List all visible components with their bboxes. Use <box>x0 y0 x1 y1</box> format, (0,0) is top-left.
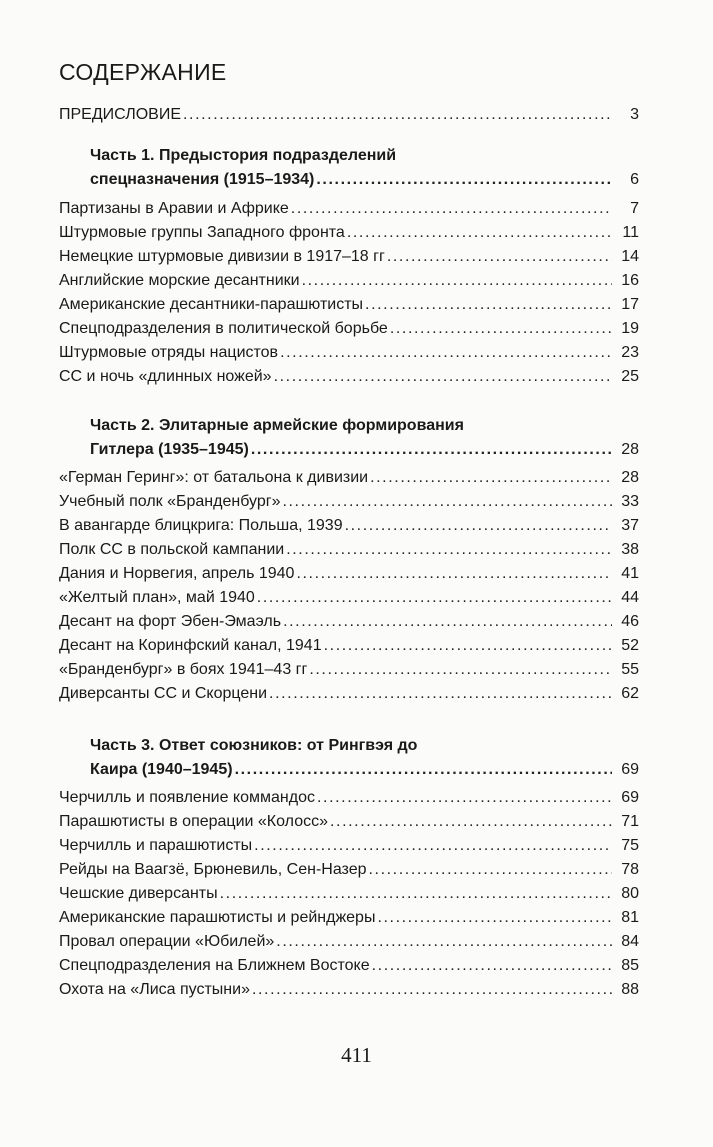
entry-label: Полк СС в польской кампании <box>59 541 285 558</box>
entry-label: Чешские диверсанты <box>59 885 218 902</box>
entry-label: Охота на «Лиса пустыни» <box>59 981 250 998</box>
dot-leader <box>269 682 612 706</box>
entry-page-number: 46 <box>621 613 639 630</box>
entry-page-number: 7 <box>630 200 639 217</box>
entry-page-number: 41 <box>621 565 639 582</box>
entry-label: Дания и Норвегия, апрель 1940 <box>59 565 295 582</box>
entry-page-number: 85 <box>621 957 639 974</box>
toc-entry <box>59 586 639 610</box>
toc-entry <box>59 906 639 930</box>
dot-leader <box>274 365 612 389</box>
entry-label: Американские десантники-парашютисты <box>59 296 364 313</box>
part-3-entries <box>59 786 639 1002</box>
toc-entry <box>59 317 639 341</box>
dot-leader <box>283 610 612 634</box>
toc-entry <box>59 514 639 538</box>
toc-entry <box>59 978 639 1002</box>
dot-leader <box>251 438 612 462</box>
toc-entry <box>59 490 639 514</box>
part-heading-line1: Часть 3. Ответ союзников: от Рингвэя до <box>90 737 418 754</box>
toc-entry <box>59 293 639 317</box>
entry-label: «Желтый план», май 1940 <box>59 589 255 606</box>
entry-label: СС и ночь «длинных ножей» <box>59 368 272 385</box>
entry-page-number: 69 <box>621 789 639 806</box>
dot-leader <box>291 197 612 221</box>
toc-entry <box>59 882 639 906</box>
toc-entry <box>59 658 639 682</box>
dot-leader <box>372 954 612 978</box>
dot-leader <box>302 269 612 293</box>
entry-page-number: 55 <box>621 661 639 678</box>
dot-leader <box>257 586 612 610</box>
toc-entry <box>59 834 639 858</box>
entry-label: Штурмовые отряды нацистов <box>59 344 279 361</box>
dot-leader <box>390 317 612 341</box>
entry-page-number: 80 <box>621 885 639 902</box>
dot-leader <box>365 293 612 317</box>
dot-leader <box>377 906 612 930</box>
entry-label: Учебный полк «Бранденбург» <box>59 493 281 510</box>
dot-leader <box>296 562 612 586</box>
dot-leader <box>276 930 612 954</box>
entry-label: ПРЕДИСЛОВИЕ <box>59 106 181 123</box>
part-page-number: 28 <box>621 441 639 458</box>
toc-entry <box>59 245 639 269</box>
entry-page-number: 75 <box>621 837 639 854</box>
entry-page-number: 62 <box>621 685 639 702</box>
entry-page-number: 3 <box>630 106 639 123</box>
dot-leader <box>252 978 612 1002</box>
entry-label: Десант на форт Эбен-Эмаэль <box>59 613 282 630</box>
toc-entry <box>59 954 639 978</box>
part-1-heading <box>59 144 639 192</box>
dot-leader <box>309 658 612 682</box>
dot-leader <box>387 245 612 269</box>
dot-leader <box>317 786 612 810</box>
dot-leader <box>235 758 612 782</box>
toc-entry <box>59 610 639 634</box>
entry-label: «Бранденбург» в боях 1941–43 гг <box>59 661 308 678</box>
dot-leader <box>282 490 612 514</box>
entry-page-number: 33 <box>621 493 639 510</box>
part-page-number: 6 <box>630 171 639 188</box>
toc-entry <box>59 538 639 562</box>
entry-label: Спецподразделения на Ближнем Востоке <box>59 957 370 974</box>
toc-entry <box>59 858 639 882</box>
entry-label: «Герман Геринг»: от батальона к дивизии <box>59 469 369 486</box>
dot-leader <box>316 168 612 192</box>
part-3-heading <box>59 734 639 782</box>
toc-entry <box>59 365 639 389</box>
entry-label: Черчилль и парашютисты <box>59 837 253 854</box>
entry-label: Немецкие штурмовые дивизии в 1917–18 гг <box>59 248 385 265</box>
entry-label: Диверсанты СС и Скорцени <box>59 685 268 702</box>
entry-label: Спецподразделения в политической борьбе <box>59 320 388 337</box>
part-heading-line1: Часть 2. Элитарные армейские формирования <box>90 417 464 434</box>
toc-entry <box>59 341 639 365</box>
entry-label: Провал операции «Юбилей» <box>59 933 275 950</box>
toc-entry <box>59 221 639 245</box>
toc-entry <box>59 810 639 834</box>
page-number: 411 <box>341 1043 372 1067</box>
entry-label: Парашютисты в операции «Колосс» <box>59 813 328 830</box>
entry-page-number: 71 <box>621 813 639 830</box>
toc-entry <box>59 466 639 490</box>
entry-label: Черчилль и появление коммандос <box>59 789 315 806</box>
part-page-number: 69 <box>621 761 639 778</box>
entry-page-number: 84 <box>621 933 639 950</box>
entry-page-number: 44 <box>621 589 639 606</box>
entry-label: Партизаны в Аравии и Африке <box>59 200 289 217</box>
entry-page-number: 78 <box>621 861 639 878</box>
entry-label: Штурмовые группы Западного фронта <box>59 224 345 241</box>
entry-page-number: 17 <box>621 296 639 313</box>
toc-entry <box>59 562 639 586</box>
preface-entry <box>59 103 639 127</box>
entry-label: Американские парашютисты и рейнджеры <box>59 909 376 926</box>
toc-entry <box>59 634 639 658</box>
entry-label: Рейды на Ваагзё, Брюневиль, Сен-Назер <box>59 861 367 878</box>
part-2-entries <box>59 466 639 706</box>
dot-leader <box>220 882 612 906</box>
dot-leader <box>345 514 612 538</box>
part-heading-line2: Гитлера (1935–1945) <box>90 441 249 458</box>
entry-page-number: 14 <box>621 248 639 265</box>
toc-entry <box>59 786 639 810</box>
part-heading-line2: спецназначения (1915–1934) <box>90 171 315 188</box>
entry-page-number: 52 <box>621 637 639 654</box>
entry-label: Десант на Коринфский канал, 1941 <box>59 637 322 654</box>
entry-page-number: 19 <box>621 320 639 337</box>
toc-entry <box>59 930 639 954</box>
entry-page-number: 38 <box>621 541 639 558</box>
entry-page-number: 23 <box>621 344 639 361</box>
dot-leader <box>254 834 612 858</box>
dot-leader <box>370 466 612 490</box>
entry-page-number: 88 <box>621 981 639 998</box>
entry-page-number: 37 <box>621 517 639 534</box>
part-heading-line1: Часть 1. Предыстория подразделений <box>90 147 397 164</box>
part-1-entries <box>59 197 639 389</box>
part-2-heading <box>59 414 639 462</box>
toc-entry <box>59 197 639 221</box>
entry-page-number: 28 <box>621 469 639 486</box>
toc-entry <box>59 269 639 293</box>
page-title: СОДЕРЖАНИЕ <box>59 59 227 85</box>
dot-leader <box>369 858 613 882</box>
toc-entry <box>59 682 639 706</box>
dot-leader <box>183 103 612 127</box>
entry-page-number: 16 <box>621 272 639 289</box>
entry-label: Английские морские десантники <box>59 272 300 289</box>
entry-label: В авангарде блицкрига: Польша, 1939 <box>59 517 343 534</box>
dot-leader <box>280 341 612 365</box>
dot-leader <box>324 634 612 658</box>
part-heading-line2: Каира (1940–1945) <box>90 761 233 778</box>
entry-page-number: 81 <box>621 909 639 926</box>
entry-page-number: 11 <box>622 224 639 241</box>
dot-leader <box>347 221 612 245</box>
dot-leader <box>286 538 612 562</box>
entry-page-number: 25 <box>621 368 639 385</box>
dot-leader <box>330 810 612 834</box>
